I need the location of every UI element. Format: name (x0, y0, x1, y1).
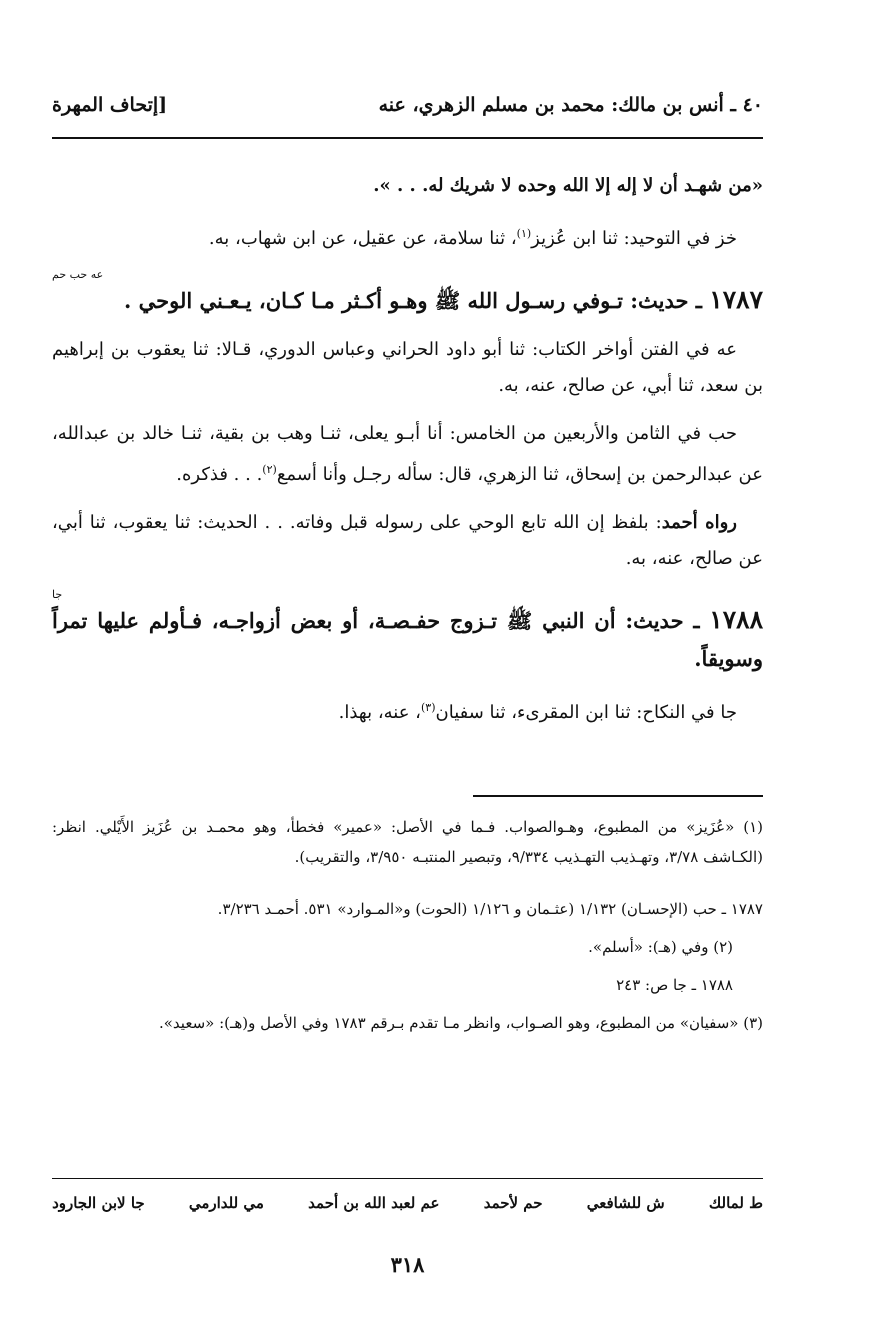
running-head-book-title: [إتحاف المهرة (52, 94, 168, 116)
isnad-paragraph: عه في الفتن أواخر الكتاب: ثنا أبو داود الحراني وعباس الدوري، قـالا: ثنا يعقوب بن إبراهيم بن سعد، ثنا أبي، عن صالح، عنه، به. (52, 339, 763, 396)
footnote-ref-3: (٣) (421, 701, 436, 714)
reference-1788: ١٧٨٨ ـ جا ص: ٢٤٣ (616, 976, 733, 994)
main-text (52, 168, 763, 743)
footnote-2: (٢) وفي (هـ): «أسلم». (588, 938, 733, 956)
sigla-item: جا لابن الجارود (52, 1194, 145, 1212)
page-number: ٣١٨ (390, 1252, 425, 1277)
sigla-item: ط لمالك (708, 1194, 763, 1212)
hadith-quote: «من شهـد أن لا إله إلا الله وحده لا شريك له. . . ». (373, 175, 763, 196)
footnote-3: (٣) «سفيان» من المطبوع، وهو الصـواب، وانظر مـا تقدم بـرقم ١٧٨٣ وفي الأصل و(هـ): «سعيد». (158, 1014, 763, 1032)
footnotes (52, 812, 763, 1046)
isnad-paragraph: حب في الثامن والأربعين من الخامس: أنا أبـو يعلى، ثنـا وهب بن بقية، ثنـا خالد بن عبدالله، عن عبدالرحمن بن إسحاق، ثنا الزهري، قال: سأله رجـل وأنا أسمع$^{(٢)}$. . . فذكره. (52, 423, 763, 485)
sigla-rule (52, 1178, 763, 1179)
hadith-1788-text: ـ حديث: أن النبي ﷺ تـزوج حفـصـة، أو بعض أزواجـه، فـأولم عليها تمراً وسويقاً. (52, 608, 763, 671)
running-head-chapter: ٤٠ ـ أنس بن مالك: محمد بن مسلم الزهري، عنه (378, 94, 763, 116)
sigla-item: حم لأحمد (483, 1194, 543, 1212)
hadith-1787-heading (52, 269, 763, 320)
book-page (52, 0, 763, 1333)
sigla-item: ش للشافعي (586, 1194, 665, 1212)
header-rule (52, 137, 763, 139)
hadith-1787-number: ١٧٨٧ (709, 285, 763, 314)
footnote-separator (473, 795, 763, 797)
hadith-1788-sigla: جا (52, 588, 63, 601)
sigla-item: مي للدارمي (188, 1194, 264, 1212)
footnote-ref-2: (٢) (262, 463, 277, 476)
sigla-key (52, 1194, 763, 1212)
running-head (52, 88, 763, 128)
footnote-ref-1: (١) (516, 227, 532, 240)
footnote-1: (١) «عُزَيز» من المطبوع، وهـوالصواب. فـما في الأصل: «عمير» فخطأ، وهو محمـد بن عُزَيز الأَيْلي. انظر: (الكـاشف ٣/٧٨، وتهـذيب التهـذيب ٩/٣٣٤، وتبصير المنتبـه ٣/٩٥٠، والتقريب). (52, 818, 763, 866)
hadith-1787-sigla: عه حب حم (52, 268, 104, 281)
isnad-paragraph: رواه أحمد: بلفظ إن الله تابع الوحي على رسوله قبل وفاته. . . الحديث: ثنا يعقوب، ثنا أبي، عن صالح، عنه، به. (52, 512, 763, 569)
isnad-paragraph: خز في التوحيد: ثنا ابن عُزيز$^{(١)}$، ثنا سلامة، عن عقيل، عن ابن شهاب، به. (208, 227, 737, 249)
hadith-1788-heading (52, 589, 763, 678)
hadith-1787-text: ـ حديث: تـوفي رسـول الله ﷺ وهـو أكـثر مـا كـان، يـعـني الوحي . (123, 288, 702, 313)
hadith-1788-number: ١٧٨٨ (709, 605, 764, 634)
isnad-paragraph: جا في النكاح: ثنا ابن المقرىء، ثنا سفيان$^{(٣)}$، عنه، بهذا. (338, 701, 737, 723)
reference-1787: ١٧٨٧ ـ حب (الإحسـان) ١/١٣٢ (عثـمان و ١/١٢٦ (الحوت) و«المـوارد» ٥٣١. أحمـد ٣/٢٣٦. (217, 900, 763, 918)
sigla-item: عم لعبد الله بن أحمد (308, 1194, 440, 1212)
